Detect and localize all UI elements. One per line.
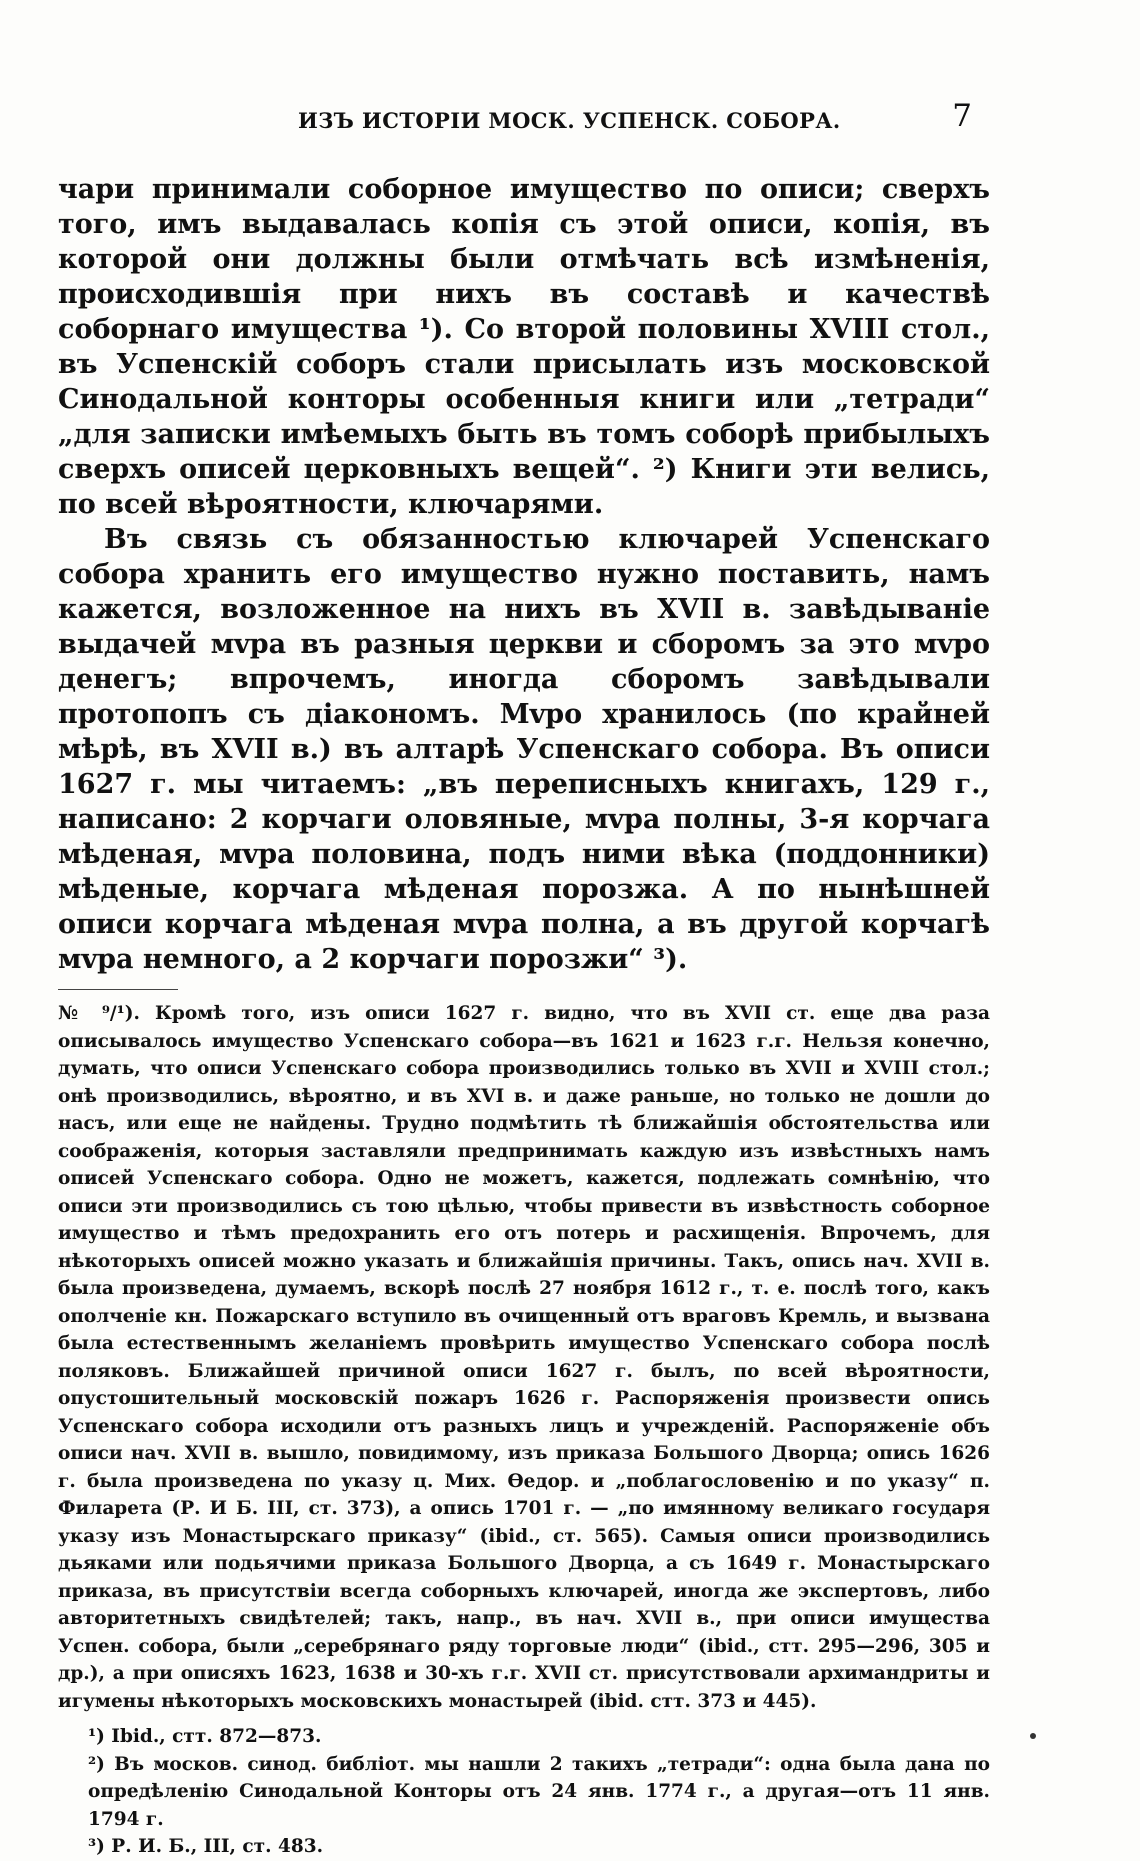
paragraph-1: чари принимали соборное имущество по описи; сверхъ того, имъ выдавалась копія съ этой описи, копія, въ которой они должны были отмѣчать всѣ измѣненія, происходившія при нихъ въ составѣ и качествѣ соборнаго имущества ¹). Со второй половины XVIII стол., въ Успенскій соборъ стали присылать изъ московской Синодальной конторы особенныя книги или „тетради“ „для записки имѣемыхъ быть въ томъ соборѣ прибылыхъ сверхъ описей церковныхъ вещей“. ²) Книги эти велись, по всей вѣроятности, ключарями. — [58, 174, 990, 520]
footnote-main: № ⁹/¹). Кромѣ того, изъ описи 1627 г. видно, что въ XVII ст. еще два раза описывалось имущество Успенскаго собора—въ 1621 и 1623 г.г. Нельзя конечно, думать, что описи Успенскаго собора производились только въ XVII и XVIII стол.; онѣ производились, вѣроятно, и въ XVI в. и даже раньше, но только не дошли до насъ, или еще не найдены. Трудно подмѣтить тѣ ближайшія обстоятельства или соображенія, которыя заставляли предпринимать каждую изъ извѣстныхъ намъ описей Успенскаго собора. Одно не можетъ, кажется, подлежать сомнѣнію, что описи эти производились съ тою цѣлью, чтобы привести въ извѣстность соборное имущество и тѣмъ предохранить его отъ потерь и расхищенія. Впрочемъ, для нѣкоторыхъ описей можно указать и ближайшія причины. Такъ, опись нач. XVII в. была произведена, думаемъ, вскорѣ послѣ 27 ноября 1612 г., т. е. послѣ того, какъ ополченіе кн. Пожарскаго вступило въ очищенный отъ враговъ Кремль, и вызвана была естественнымъ желаніемъ провѣрить имущество Успенскаго собора послѣ поляковъ. Ближайшей причиной описи 1627 г. былъ, по всей вѣроятности, опустошительный московскій пожаръ 1626 г. Распоряженія произвести опись Успенскаго собора исходили отъ разныхъ лицъ и учрежденій. Распоряженіе объ описи нач. XVII в. вышло, повидимому, изъ приказа Большого Дворца; опись 1626 г. была произведена по указу ц. Мих. Өедор. и „поблагословенію и по указу“ п. Филарета (Р. И Б. III, ст. 373), а опись 1701 г. — „по имянному великаго государя указу изъ Монастырскаго приказу“ (ibid., ст. 565). Самыя описи производились дьяками или подьячими приказа Большого Дворца, а съ 1649 г. Монастырскаго приказа, въ присутствіи всегда соборныхъ ключарей, иногда же экспертовъ, либо авторитетныхъ свидѣтелей; такъ, напр., въ нач. XVII в., при описи имущества Успен. собора, были „серебрянаго ряду торговые люди“ (ibid., стт. 295—296, 305 и др.), а при описяхъ 1623, 1638 и 30-хъ г.г. XVII ст. присутствовали архимандриты и игумены нѣкоторыхъ московскихъ монастырей (ibid. стт. 373 и 445). — [58, 1003, 990, 1712]
running-head — [58, 98, 990, 150]
footnote-3: ³) Р. И. Б., III, ст. 483. — [88, 1836, 324, 1857]
print-speck — [1030, 1733, 1036, 1739]
running-title: ИЗЪ ИСТОРІИ МОСК. УСПЕНСК. СОБОРА. — [298, 108, 841, 133]
main-text — [58, 172, 990, 977]
footnote-1: ¹) Ibid., стт. 872—873. — [88, 1726, 322, 1747]
footnote-2: ²) Въ москов. синод. библіот. мы нашли 2 такихъ „тетради“: одна была дана по опредѣленію Синодальной Конторы отъ 24 янв. 1774 г., а другая—отъ 11 янв. 1794 г. — [88, 1753, 990, 1830]
paragraph-2: Въ связь съ обязанностью ключарей Успенскаго собора хранить его имущество нужно поставить, намъ кажется, возложенное на нихъ въ XVII в. завѣдываніе выдачей мvра въ разныя церкви и сборомъ за это мvро денегъ; впрочемъ, иногда сборомъ завѣдывали протопопъ съ діакономъ. Мvро хранилось (по крайней мѣрѣ, въ XVII в.) въ алтарѣ Успенскаго собора. Въ описи 1627 г. мы читаемъ: „въ переписныхъ книгахъ, 129 г., написано: 2 корчаги оловяные, мvра полны, 3-я корчага мѣденая, мvра половина, подъ ними вѣка (поддонники) мѣденые, корчага мѣденая порозжа. А по нынѣшней описи корчага мѣденая мvра полна, а въ другой корчагѣ мvра немного, а 2 корчаги порозжи“ ³). — [58, 524, 990, 975]
footnotes — [58, 1000, 990, 1861]
book-page — [58, 98, 990, 1857]
footnote-references — [58, 1723, 990, 1861]
page-number: 7 — [952, 98, 972, 134]
footnote-separator — [58, 989, 178, 990]
